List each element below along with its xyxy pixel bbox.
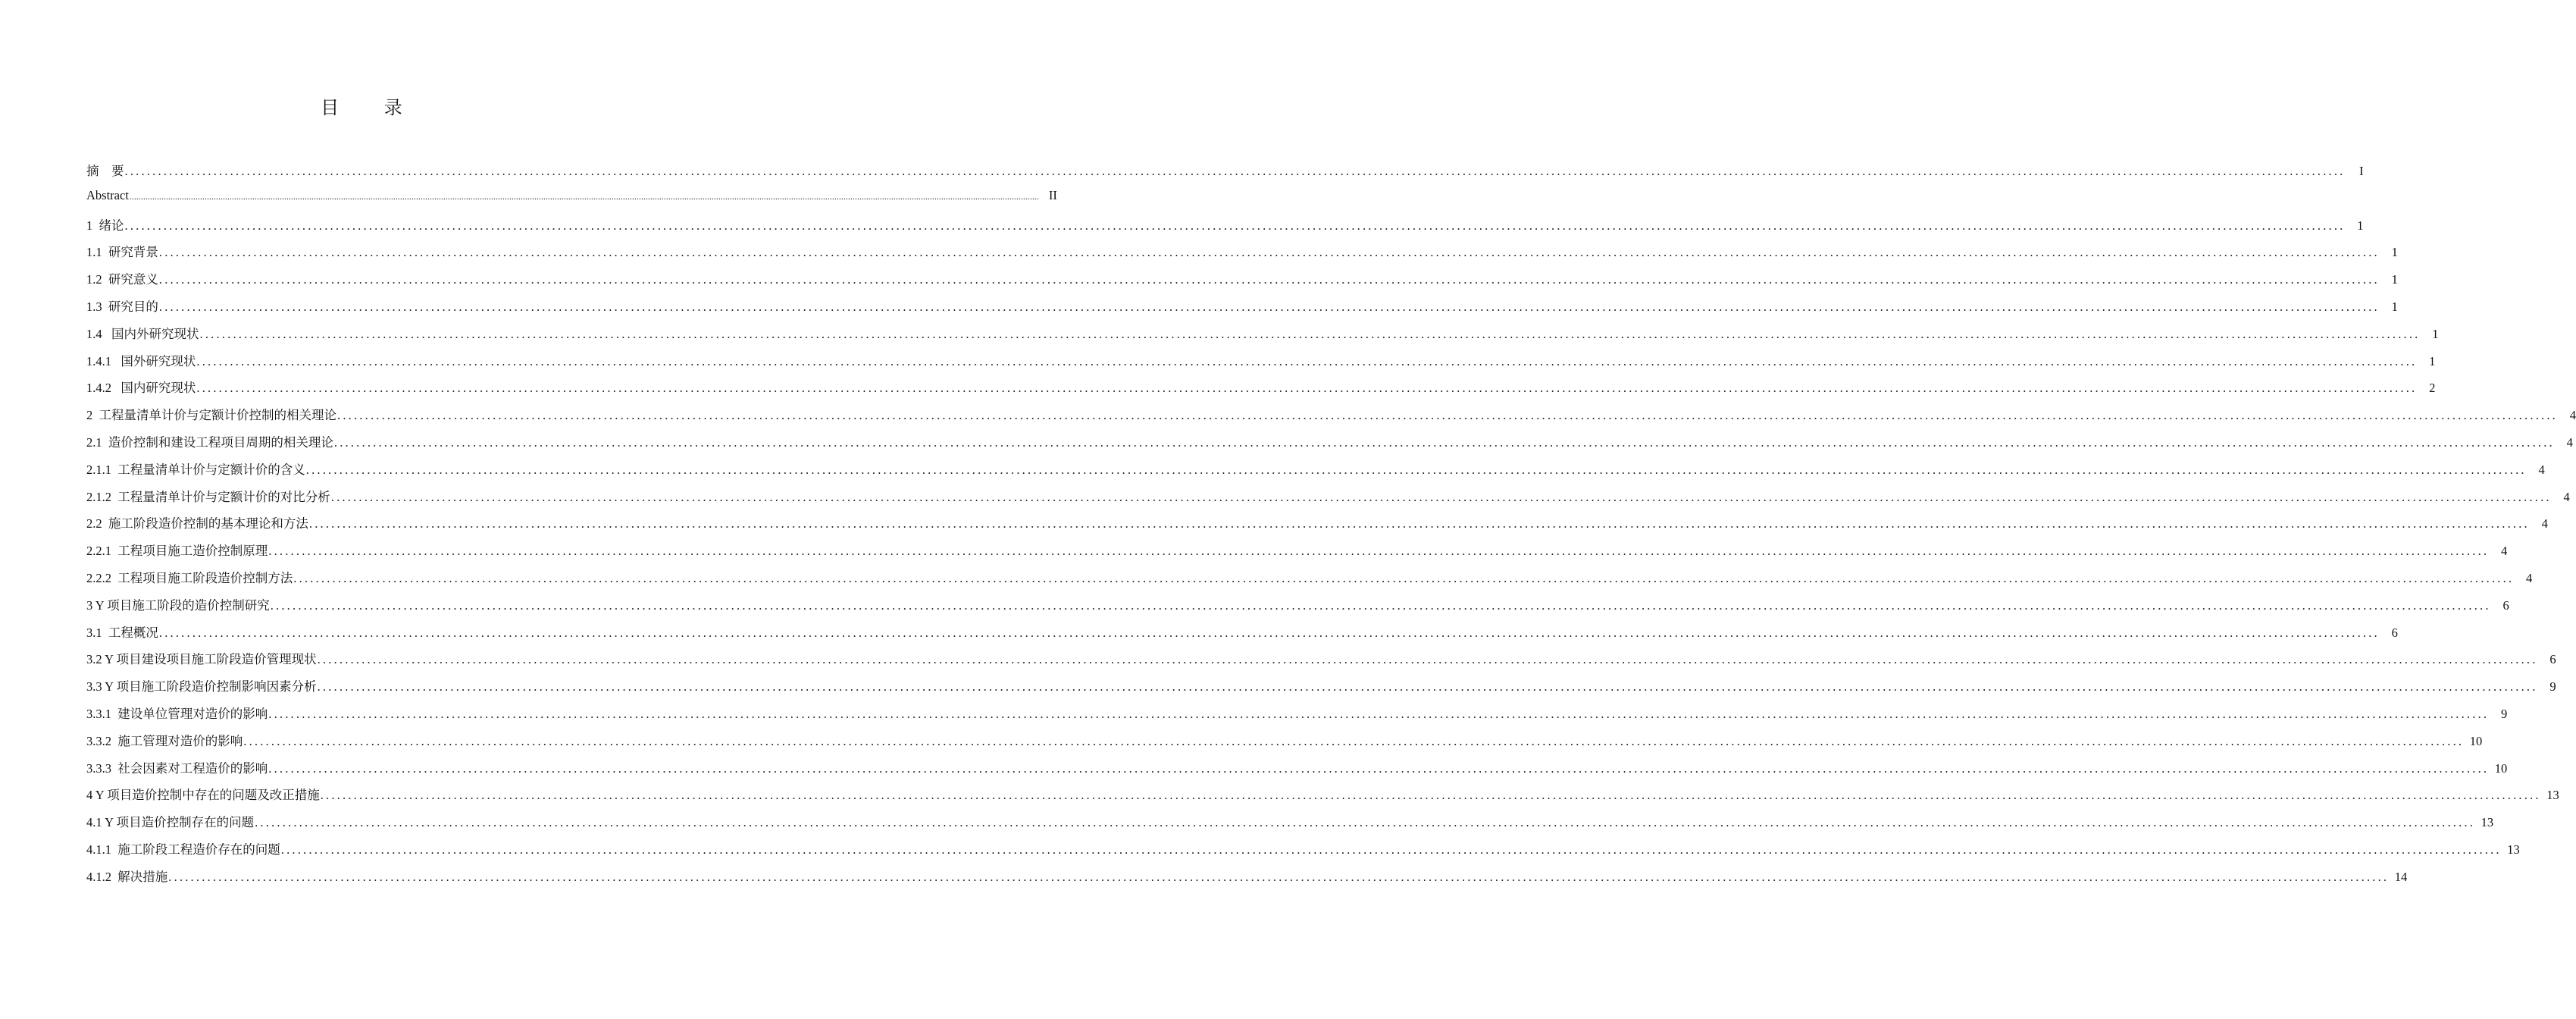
toc-entry-page: 6 <box>2391 625 2398 640</box>
toc-entry[interactable] <box>86 731 2483 758</box>
dot-leader: ................................................................................................................................................................................................................................................................................................................................................................................................................ <box>124 218 2346 233</box>
toc-entry[interactable] <box>86 812 2494 839</box>
toc-entry[interactable] <box>86 378 2436 405</box>
toc-entry[interactable] <box>86 459 2545 487</box>
toc-entry-page: 1 <box>2432 326 2439 341</box>
toc-entry-label: 2.2 施工阶段造价控制的基本理论和方法 <box>86 516 308 531</box>
toc-entry-page: 14 <box>2394 869 2408 884</box>
dot-leader: ................................................................................................................................................................................................................................................................................................................................................................................................................ <box>158 272 2380 287</box>
toc-entry[interactable] <box>86 487 2570 514</box>
toc-entry[interactable] <box>86 324 2439 351</box>
dot-leader: ................................................................................................................................................................................................................................................................................................................................................................................................................ <box>158 625 2380 640</box>
toc-entry[interactable] <box>86 649 2556 676</box>
toc-entry-label: 1.4 国内外研究现状 <box>86 326 199 341</box>
toc-entry[interactable] <box>86 704 2508 731</box>
dot-leader: ................................................................................................................................................................................................................................................................................................................................................................................................................ <box>280 842 2502 857</box>
toc-entry-label: 1.3 研究目的 <box>86 299 158 314</box>
toc-entry[interactable] <box>86 839 2520 867</box>
toc-entry-page: 13 <box>2481 815 2494 830</box>
toc-entry-page: 10 <box>2469 733 2483 748</box>
dot-leader: ................................................................................................................................................................................................................................................................................................................................................................................................................ <box>268 706 2490 721</box>
toc-entry-label: 3.3.1 建设单位管理对造价的影响 <box>86 706 268 721</box>
toc-entry[interactable] <box>86 405 2576 432</box>
dot-leader: ................................................................................................................................................................................................................................................................................................................................................................................................................ <box>196 353 2418 368</box>
toc-entry-page: 13 <box>2507 842 2520 857</box>
toc-entry-page: 2 <box>2429 381 2436 396</box>
toc-entry-label: 2.1.2 工程量清单计价与定额计价的对比分析 <box>86 489 330 504</box>
toc-entry-page: 1 <box>2429 353 2436 368</box>
toc-entry[interactable] <box>86 296 2398 324</box>
toc-entry-label: 1.1 研究背景 <box>86 245 158 260</box>
toc-entry-page: 4 <box>2541 516 2548 531</box>
dot-leader: ................................................................................................................................................................................................................................................................................................................................................................................................................ <box>317 679 2538 694</box>
page-title: 目 录 <box>321 97 422 118</box>
dot-leader: ................................................................................................................................................................................................................................................................................................................................................................................................................ <box>308 516 2530 531</box>
toc-entry-label: 1.2 研究意义 <box>86 272 158 287</box>
toc-entry[interactable] <box>86 758 2508 785</box>
dot-leader: ................................................................................................................................................................................................................................................................................................................................................................................................................ <box>305 462 2527 477</box>
dot-leader: ................................................................................................................................................................................................................................................................................................................................................................................................................ <box>330 489 2552 504</box>
toc-entry-page: 1 <box>2391 299 2398 314</box>
toc-entry-label: 2.1.1 工程量清单计价与定额计价的含义 <box>86 462 305 477</box>
toc-entry-page: 4 <box>2563 489 2570 504</box>
toc-entry-page: 1 <box>2391 272 2398 287</box>
toc-entry-page: 9 <box>2549 679 2556 694</box>
table-of-contents <box>86 161 2576 894</box>
dot-leader: ................................................................................................................................................................................................................................................................................................................................................................................................................ <box>293 570 2515 585</box>
toc-entry-page: 10 <box>2494 760 2508 776</box>
toc-entry[interactable] <box>86 351 2436 378</box>
toc-entry[interactable] <box>86 676 2556 704</box>
toc-entry-label: 2.2.2 工程项目施工阶段造价控制方法 <box>86 570 293 585</box>
toc-entry[interactable] <box>86 432 2573 459</box>
dot-leader: ................................................................................................................................................................................................................................................................................................................................................................................................................ <box>255 815 2476 830</box>
toc-entry-page: 9 <box>2501 706 2508 721</box>
toc-entry-label: 4.1 Y 项目造价控制存在的问题 <box>86 815 255 830</box>
toc-entry[interactable] <box>86 269 2398 296</box>
dot-leader: ................................................................................................................................................................................................................................................................................................................................................................................................................ <box>270 597 2491 613</box>
toc-entry[interactable] <box>86 242 2398 269</box>
toc-entry-label: 摘 要 <box>86 164 124 178</box>
toc-entry-label: 3 Y 项目施工阶段的造价控制研究 <box>86 597 270 613</box>
dot-leader: ................................................................................................................................................................................................................................................................................................................................................................................................................ <box>268 544 2490 559</box>
dot-leader: ................................................................................................................................................................................................................................................................................................................................................................................................................ <box>168 869 2390 884</box>
toc-entry-label: 4 Y 项目造价控制中存在的问题及改正措施 <box>86 788 320 803</box>
dot-leader: ................................................................................................................................................................................................................................................................................................................................................................................................................ <box>333 434 2555 450</box>
toc-entry[interactable] <box>86 867 2408 894</box>
dot-leader: ................................................................................................................................................................................................................................................................................................................................................................................................................ <box>337 408 2558 423</box>
dot-leader: ................................................................................................................................................................................................................................................................................................................................................................................................................ <box>268 760 2490 776</box>
toc-entry-label: 2.1 造价控制和建设工程项目周期的相关理论 <box>86 434 333 450</box>
toc-entry-label: Abstract <box>86 187 129 202</box>
toc-entry[interactable] <box>86 622 2398 650</box>
toc-entry[interactable] <box>86 161 2364 188</box>
toc-entry[interactable] <box>86 568 2533 595</box>
toc-entry[interactable] <box>86 595 2509 622</box>
toc-entry-label: 1.4.1 国外研究现状 <box>86 353 196 368</box>
dot-leader: ................................................................................................................................................................................................................................................................................................................................................................................................................ <box>317 652 2538 667</box>
toc-entry[interactable] <box>86 215 2364 243</box>
toc-entry-label: 3.2 Y 项目建设项目施工阶段造价管理现状 <box>86 652 317 667</box>
toc-entry[interactable] <box>86 513 2548 541</box>
dot-leader: ................................................................................................................................................................................................................................................................................................................................................................................................................ <box>129 190 1039 202</box>
toc-entry-page: I <box>2359 164 2364 178</box>
toc-entry-label: 3.3.3 社会因素对工程造价的影响 <box>86 760 268 776</box>
toc-entry-label: 3.1 工程概况 <box>86 625 158 640</box>
dot-leader: ................................................................................................................................................................................................................................................................................................................................................................................................................ <box>158 299 2380 314</box>
toc-entry-page: 4 <box>2569 408 2576 423</box>
toc-entry-page: 4 <box>2538 462 2545 477</box>
toc-entry[interactable] <box>86 785 2559 812</box>
toc-entry[interactable] <box>86 187 1057 215</box>
dot-leader: ................................................................................................................................................................................................................................................................................................................................................................................................................ <box>320 788 2541 803</box>
dot-leader: ................................................................................................................................................................................................................................................................................................................................................................................................................ <box>243 733 2465 748</box>
dot-leader: ................................................................................................................................................................................................................................................................................................................................................................................................................ <box>124 164 2346 178</box>
toc-entry-label: 4.1.1 施工阶段工程造价存在的问题 <box>86 842 280 857</box>
toc-entry-page: 1 <box>2357 218 2364 233</box>
dot-leader: ................................................................................................................................................................................................................................................................................................................................................................................................................ <box>158 245 2380 260</box>
toc-entry-label: 2 工程量清单计价与定额计价控制的相关理论 <box>86 408 336 423</box>
toc-entry-page: 6 <box>2549 652 2556 667</box>
toc-entry-label: 1.4.2 国内研究现状 <box>86 381 196 396</box>
toc-entry-page: 13 <box>2546 788 2559 803</box>
toc-entry-page: 1 <box>2391 245 2398 260</box>
toc-entry-page: 6 <box>2502 597 2509 613</box>
toc-entry-page: 4 <box>2501 544 2508 559</box>
toc-entry-label: 3.3 Y 项目施工阶段造价控制影响因素分析 <box>86 679 317 694</box>
toc-entry-label: 2.2.1 工程项目施工造价控制原理 <box>86 544 268 559</box>
toc-entry-label: 3.3.2 施工管理对造价的影响 <box>86 733 243 748</box>
toc-entry[interactable] <box>86 541 2508 568</box>
dot-leader: ................................................................................................................................................................................................................................................................................................................................................................................................................ <box>196 381 2418 396</box>
toc-entry-page: 4 <box>2566 434 2573 450</box>
dot-leader: ................................................................................................................................................................................................................................................................................................................................................................................................................ <box>199 326 2421 341</box>
toc-entry-page: 4 <box>2526 570 2533 585</box>
toc-entry-label: 1 绪论 <box>86 218 124 233</box>
toc-entry-page: II <box>1048 187 1057 202</box>
toc-entry-label: 4.1.2 解决措施 <box>86 869 168 884</box>
